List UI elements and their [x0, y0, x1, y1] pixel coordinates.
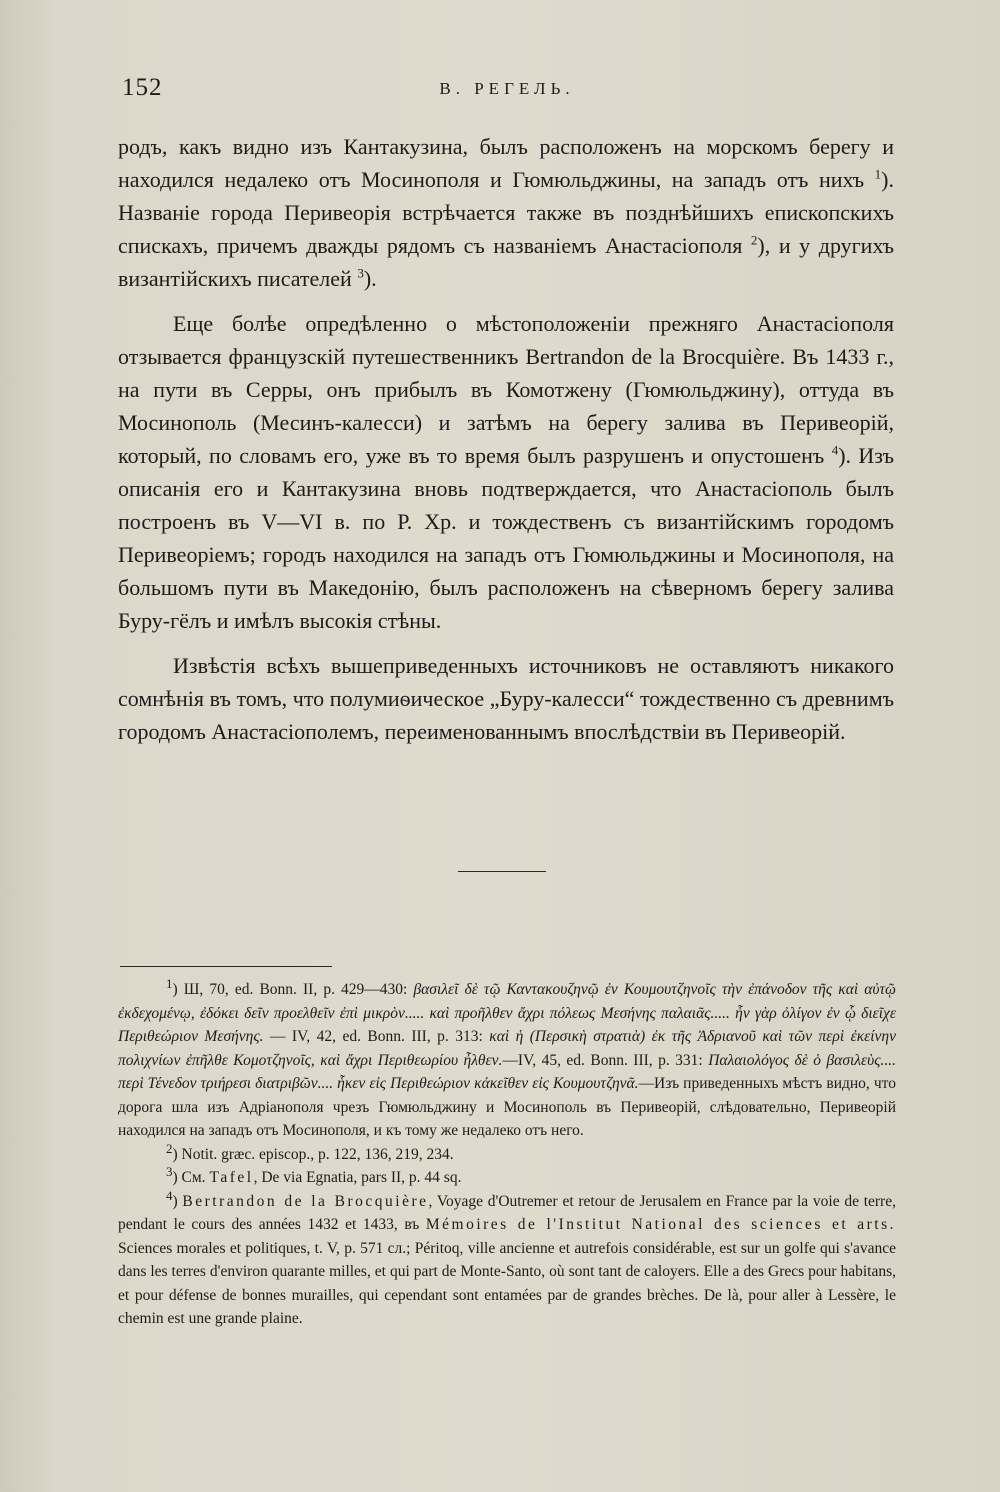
paragraph-2-text-b: ). Изъ описанія его и Кантакузина вновь подтверждается, что Анастасіополь былъ построенъ въ V—VI в. по Р. Хр. и тождественъ съ византійскимъ городомъ Перивеоріемъ; городъ находился на западъ отъ Гюмюльджины и Мосинополя, на большомъ пути въ Македонію, былъ расположенъ на сѣверномъ берегу залива Буру-гёлъ и имѣлъ высокія стѣны. — [118, 443, 894, 633]
main-text — [118, 130, 894, 760]
footnote-4-author: Bertrandon de la Brocquière — [182, 1192, 429, 1210]
footnote-4-text-c: Sciences morales et politiques, t. V, p. 571 сл.; Péritoq, ville ancienne et autrefois considérable, est sur un golfe qui s'avance dans les terres d'environ quarante milles, et qui part de Monte-Santo, où sont tant de caloyers. Elle a des Grecs pour habitans, et pour défense de bonnes murailles, qui cependant sont entamées par de grandes brèches. De là, pour aller à Lessère, le chemin est une grande plaine. — [118, 1239, 896, 1327]
footnote-4-mark: 4 — [166, 1187, 173, 1203]
paragraph-1-text-a: родъ, какъ видно изъ Кантакузина, былъ расположенъ на морскомъ берегу и находился недалеко отъ Мосинополя и Гюмюльджины, на западъ отъ нихъ — [118, 134, 894, 192]
footnote-1-greek-3: Παλαιολόγος δὲ ὁ βασιλεὺς.... περὶ Τένεδον τριήρεσι διατριβῶν.... ἧκεν εἰς Περιθεώριον κἀκεῖθεν εἰς Κουμουτζηνᾶ. — [118, 1051, 896, 1092]
footnote-4-text-a: ) — [172, 1192, 183, 1210]
footnote-3-author: Tafel — [209, 1169, 254, 1186]
paragraph-2 — [118, 307, 894, 637]
footnote-2-mark: 2 — [166, 1140, 173, 1156]
footnote-4 — [118, 1187, 897, 1331]
section-divider — [458, 871, 546, 872]
footnote-3-text-b: , De via Egnatia, pars II, p. 44 sq. — [253, 1169, 462, 1186]
footnote-1-text-a: ) Ш, 70, ed. Bonn. II, p. 429—430: — [172, 981, 414, 998]
footnote-ref-1: 1 — [874, 166, 882, 182]
paragraph-1-text-b: ). Названіе города Перивеорія встрѣчается также въ позднѣйшихъ епископскихъ спискахъ, причемъ дважды рядомъ съ названіемъ Анастасіополя — [118, 167, 894, 258]
page-header — [122, 74, 892, 114]
footnote-2-text: ) Notit. græc. episcop., p. 122, 136, 219, 234. — [172, 1145, 454, 1163]
footnote-3-text-a: ) См. — [172, 1169, 210, 1186]
footnote-4-journal: Mémoires de l'Institut National des sciences et arts. — [425, 1216, 897, 1233]
page-number: 152 — [122, 74, 163, 101]
footnote-ref-4: 4 — [831, 442, 839, 458]
footnote-1-mark: 1 — [166, 975, 173, 991]
paragraph-2-text-a: Еще болѣе опредѣленно о мѣстоположеніи прежняго Анастасіополя отзывается французскій путешественникъ Bertrandon de la Brocquière. Въ 1433 г., на пути въ Серры, онъ прибылъ въ Комотжену (Гюмюльджину), оттуда въ Мосинополь (Месинъ-калесси) и затѣмъ на берегу залива въ Перивеорій, который, по словамъ его, уже въ то время былъ разрушенъ и опустошенъ — [118, 311, 894, 468]
footnotes — [118, 975, 897, 1331]
footnote-1-text-d: —Изъ приведенныхъ мѣстъ видно, что дорога шла изъ Адріанополя чрезъ Гюмюльджину и Мосинополь въ Перивеорій, слѣдовательно, Перивеорій находился на западъ отъ Мосинополя, и къ тому же недалеко отъ него. — [118, 1075, 896, 1139]
paragraph-3: Извѣстія всѣхъ вышеприведенныхъ источниковъ не оставляютъ никакого сомнѣнія въ томъ, что полумиѳическое „Буру-калесси“ тождественно съ древнимъ городомъ Анастасіополемъ, переименованнымъ впослѣдствіи въ Перивеорій. — [118, 653, 894, 744]
footnote-separator — [120, 966, 332, 967]
footnote-3 — [118, 1163, 896, 1190]
running-head: В. РЕГЕЛЬ. — [439, 79, 575, 98]
footnote-1-greek-1: βασιλεῖ δὲ τῷ Καντακουζηνῷ ἐν Κουμουτζηνοῖς τὴν ἐπάνοδον τῆς καὶ αὐτῷ ἐκδεχομένῳ, ἐδόκει δεῖν προελθεῖν ἐπὶ μικρὸν..... καὶ προῆλθεν ἄχρι πόλεως Μεσήνης παλαιᾶς..... ἦν γὰρ ὀλίγον ἐν ᾧ διεῖχε Περιθεώριον Μεσήνης. — [118, 981, 896, 1045]
footnote-1-greek-2: καὶ ἡ (Περσικὴ στρατιὰ) ἐκ τῆς Ἀδριανοῦ καὶ τῶν περὶ ἐκείνην πολιχνίων ἐπῆλθε Κομοτζηνοῖς, καὶ ἄχρι Περιθεωρίου ἦλθεν. — [118, 1028, 897, 1069]
paragraph-1-text-d: ). — [363, 266, 377, 291]
footnote-ref-2: 2 — [750, 232, 758, 248]
footnote-1-text-c: —IV, 45, ed. Bonn. III, p. 331: — [502, 1051, 709, 1069]
footnote-4-text-b: , Voyage d'Outremer et retour de Jerusalem en France par la voie de terre, pendant le cours des années 1432 et 1433, въ — [118, 1192, 896, 1233]
paragraph-1 — [118, 130, 894, 295]
footnote-2 — [118, 1140, 896, 1167]
footnote-ref-3: 3 — [357, 265, 364, 281]
paragraph-1-text-c: ), и у другихъ византійскихъ писателей — [118, 233, 894, 291]
footnote-3-mark: 3 — [166, 1163, 173, 1179]
footnote-1 — [118, 975, 897, 1143]
footnote-1-text-b: — IV, 42, ed. Bonn. III, p. 313: — [263, 1028, 490, 1045]
